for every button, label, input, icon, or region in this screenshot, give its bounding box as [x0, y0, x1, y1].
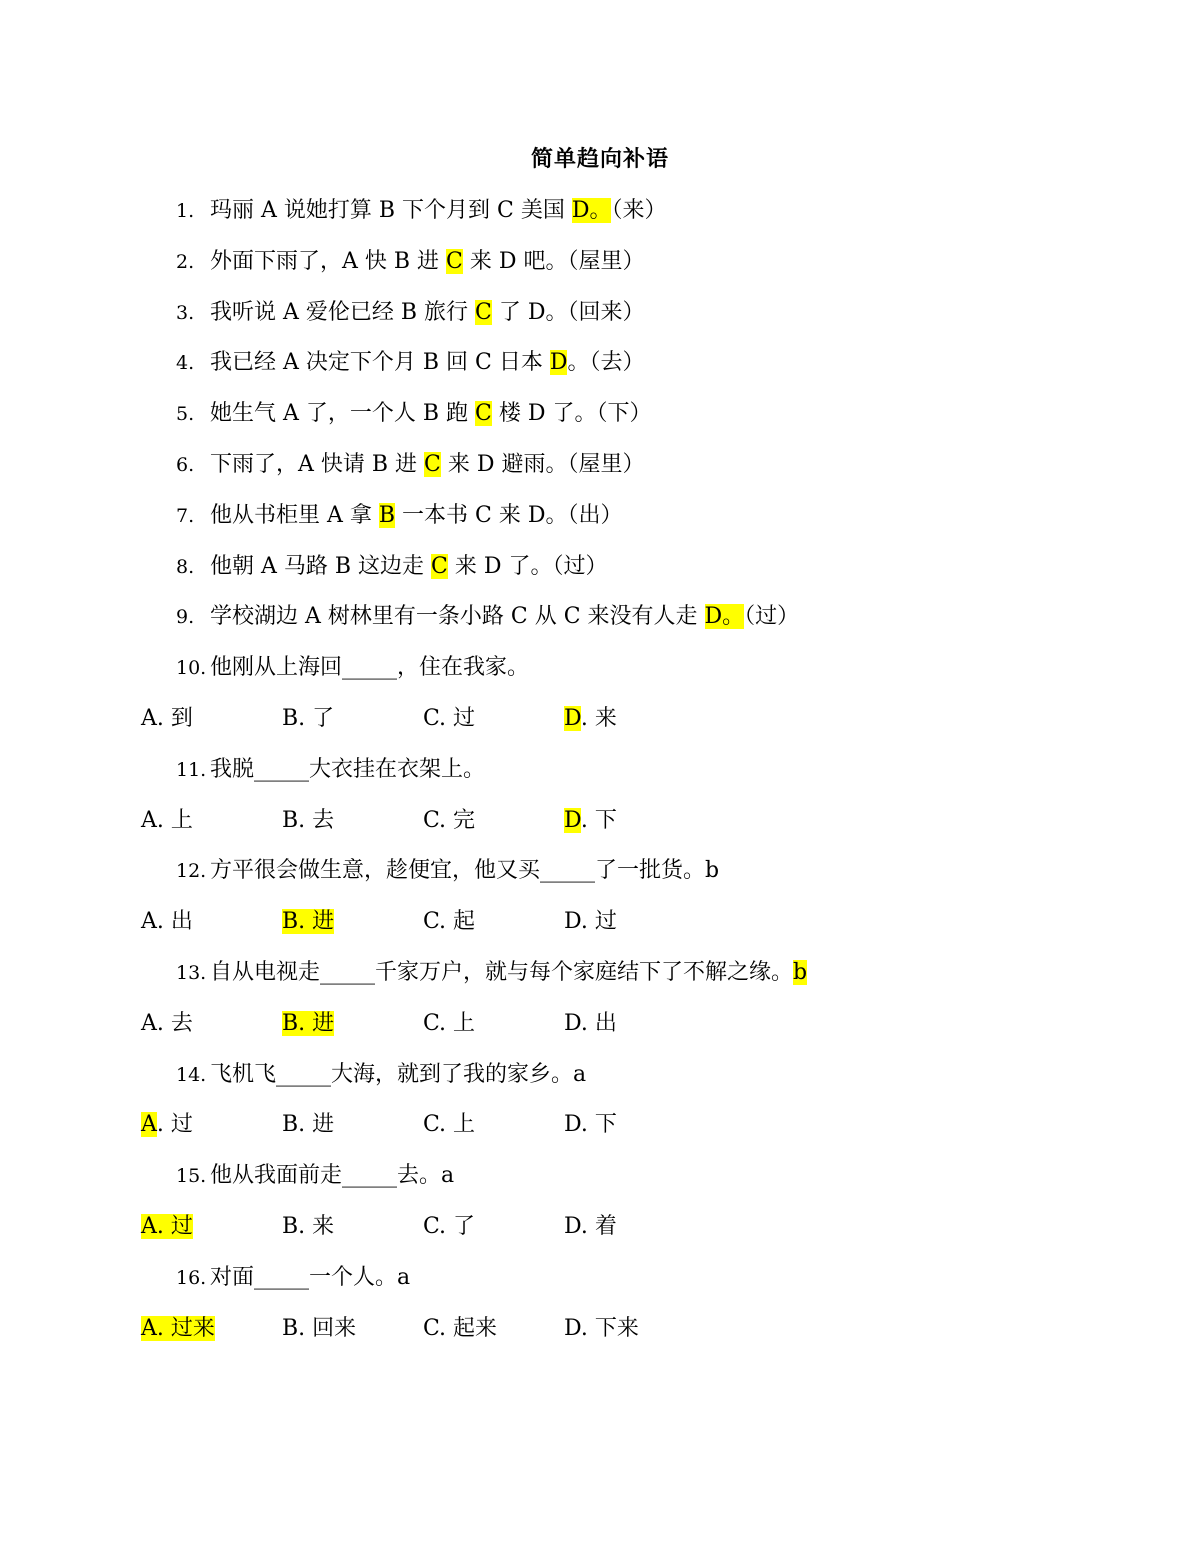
question-text: 。（去）	[567, 350, 645, 375]
question-number: 12.	[176, 860, 207, 882]
question-text: 学校湖边 A 树林里有一条小路 C 从 C 来没有人走	[210, 604, 705, 629]
question-number: 11.	[176, 759, 207, 781]
option-text: A. 到	[141, 706, 193, 731]
answer-highlight: B. 进	[282, 1011, 335, 1036]
question-text: 她生气 A 了，一个人 B 跑	[210, 401, 476, 426]
answer-highlight: C	[475, 401, 492, 426]
question-text: 楼 D 了。（下）	[491, 401, 652, 426]
options-row	[141, 907, 841, 937]
option-a	[141, 907, 193, 937]
question-text: 来 D 吧。（屋里）	[462, 249, 645, 274]
question-number: 13.	[176, 962, 207, 984]
question-number: 7.	[176, 505, 195, 527]
option-a	[141, 1110, 193, 1140]
option-a	[141, 704, 193, 734]
option-b	[282, 704, 334, 734]
option-b	[282, 1110, 334, 1140]
question-number: 2.	[176, 251, 195, 273]
question-line	[176, 501, 623, 531]
options-row	[141, 1212, 841, 1242]
option-b	[282, 1212, 334, 1242]
question-number: 16.	[176, 1267, 207, 1289]
question-text: 飞机飞_____大海，就到了我的家乡。a	[210, 1062, 587, 1087]
option-text: D. 下来	[564, 1316, 639, 1341]
option-text: C. 起	[423, 909, 476, 934]
question-line	[176, 552, 608, 582]
question-text: 他朝 A 马路 B 这边走	[210, 554, 432, 579]
option-c	[423, 907, 475, 937]
question-number: 6.	[176, 454, 195, 476]
answer-highlight: A. 过来	[141, 1316, 215, 1341]
option-text: . 来	[580, 706, 617, 731]
option-c	[423, 1212, 475, 1242]
options-row	[141, 1009, 841, 1039]
option-text: D. 下	[564, 1112, 617, 1137]
option-b	[282, 1314, 356, 1344]
question-text: 来 D 避雨。（屋里）	[440, 452, 645, 477]
answer-highlight: D	[564, 706, 581, 731]
question-number: 3.	[176, 302, 195, 324]
question-number: 1.	[176, 200, 195, 222]
option-text: C. 起来	[423, 1316, 498, 1341]
answer-highlight: D	[549, 350, 568, 375]
option-text: D. 过	[564, 909, 617, 934]
question-number: 15.	[176, 1165, 207, 1187]
question-number: 5.	[176, 403, 195, 425]
answer-highlight: C	[475, 300, 492, 325]
page-title: 简单趋向补语	[530, 146, 669, 172]
question-line	[176, 348, 645, 378]
option-text: B. 来	[282, 1214, 335, 1239]
question-text: 下雨了，A 快请 B 进	[210, 452, 425, 477]
question-text: 方平很会做生意，趁便宜，他又买_____了一批货。b	[210, 858, 720, 883]
question-line	[176, 755, 485, 785]
option-text: D. 着	[564, 1214, 617, 1239]
answer-highlight: A	[141, 1112, 157, 1137]
question-line	[176, 856, 719, 886]
option-a	[141, 806, 193, 836]
option-c	[423, 704, 475, 734]
question-text: 外面下雨了，A 快 B 进	[210, 249, 447, 274]
answer-highlight: C	[424, 452, 441, 477]
options-row	[141, 704, 841, 734]
answer-highlight: B. 进	[282, 909, 335, 934]
option-a	[141, 1212, 193, 1242]
question-line	[176, 298, 645, 328]
question-number: 14.	[176, 1064, 207, 1086]
question-line	[176, 1060, 586, 1090]
option-text: C. 过	[423, 706, 476, 731]
option-b	[282, 1009, 334, 1039]
option-text: A. 去	[141, 1011, 193, 1036]
question-line	[176, 1161, 454, 1191]
question-line	[176, 653, 529, 683]
option-text: C. 上	[423, 1112, 476, 1137]
option-a	[141, 1314, 215, 1344]
question-line	[176, 196, 667, 226]
option-text: C. 了	[423, 1214, 476, 1239]
question-number: 10.	[176, 657, 207, 679]
option-d	[564, 1009, 617, 1039]
answer-highlight: C	[446, 249, 463, 274]
option-c	[423, 1314, 497, 1344]
question-text: 对面_____一个人。a	[210, 1265, 411, 1290]
answer-highlight: D。	[704, 604, 745, 629]
question-text: 来 D 了。（过）	[447, 554, 608, 579]
question-line	[176, 247, 645, 277]
option-text: C. 完	[423, 808, 476, 833]
option-text: . 过	[156, 1112, 193, 1137]
question-text: 一本书 C 来 D。（出）	[395, 503, 623, 528]
option-c	[423, 1110, 475, 1140]
option-text: B. 回来	[282, 1316, 357, 1341]
question-line	[176, 958, 807, 988]
question-text: （来）	[611, 198, 667, 223]
option-a	[141, 1009, 193, 1039]
question-text: （过）	[744, 604, 800, 629]
question-number: 4.	[176, 352, 195, 374]
answer-highlight: A. 过	[141, 1214, 193, 1239]
option-text: B. 进	[282, 1112, 335, 1137]
option-d	[564, 1212, 617, 1242]
question-number: 8.	[176, 556, 195, 578]
option-text: A. 出	[141, 909, 193, 934]
options-row	[141, 806, 841, 836]
question-line	[176, 399, 652, 429]
question-text: 了 D。（回来）	[491, 300, 645, 325]
option-d	[564, 704, 617, 734]
options-row	[141, 1314, 841, 1344]
option-text: A. 上	[141, 808, 193, 833]
option-b	[282, 907, 334, 937]
option-text: . 下	[580, 808, 617, 833]
question-number: 9.	[176, 606, 195, 628]
option-d	[564, 806, 617, 836]
question-text: 他从书柜里 A 拿	[210, 503, 379, 528]
answer-highlight: b	[793, 960, 808, 985]
option-text: D. 出	[564, 1011, 617, 1036]
option-text: B. 了	[282, 706, 335, 731]
answer-highlight: C	[431, 554, 448, 579]
option-text: B. 去	[282, 808, 335, 833]
options-row	[141, 1110, 841, 1140]
option-d	[564, 907, 617, 937]
option-text: C. 上	[423, 1011, 476, 1036]
question-line	[176, 450, 645, 480]
question-text: 玛丽 A 说她打算 B 下个月到 C 美国	[210, 198, 572, 223]
question-text: 我已经 A 决定下个月 B 回 C 日本	[210, 350, 550, 375]
option-c	[423, 1009, 475, 1039]
answer-highlight: D。	[571, 198, 612, 223]
answer-highlight: D	[564, 808, 581, 833]
question-line	[176, 602, 799, 632]
question-text: 我脱_____大衣挂在衣架上。	[210, 757, 486, 782]
answer-highlight: B	[378, 503, 396, 528]
question-text: 他刚从上海回_____，住在我家。	[210, 655, 530, 680]
option-d	[564, 1110, 617, 1140]
option-b	[282, 806, 334, 836]
option-d	[564, 1314, 639, 1344]
question-text: 他从我面前走_____去。a	[210, 1163, 455, 1188]
question-text: 自从电视走_____千家万户，就与每个家庭结下了不解之缘。	[210, 960, 794, 985]
question-line	[176, 1263, 410, 1293]
question-text: 我听说 A 爱伦已经 B 旅行	[210, 300, 476, 325]
option-c	[423, 806, 475, 836]
